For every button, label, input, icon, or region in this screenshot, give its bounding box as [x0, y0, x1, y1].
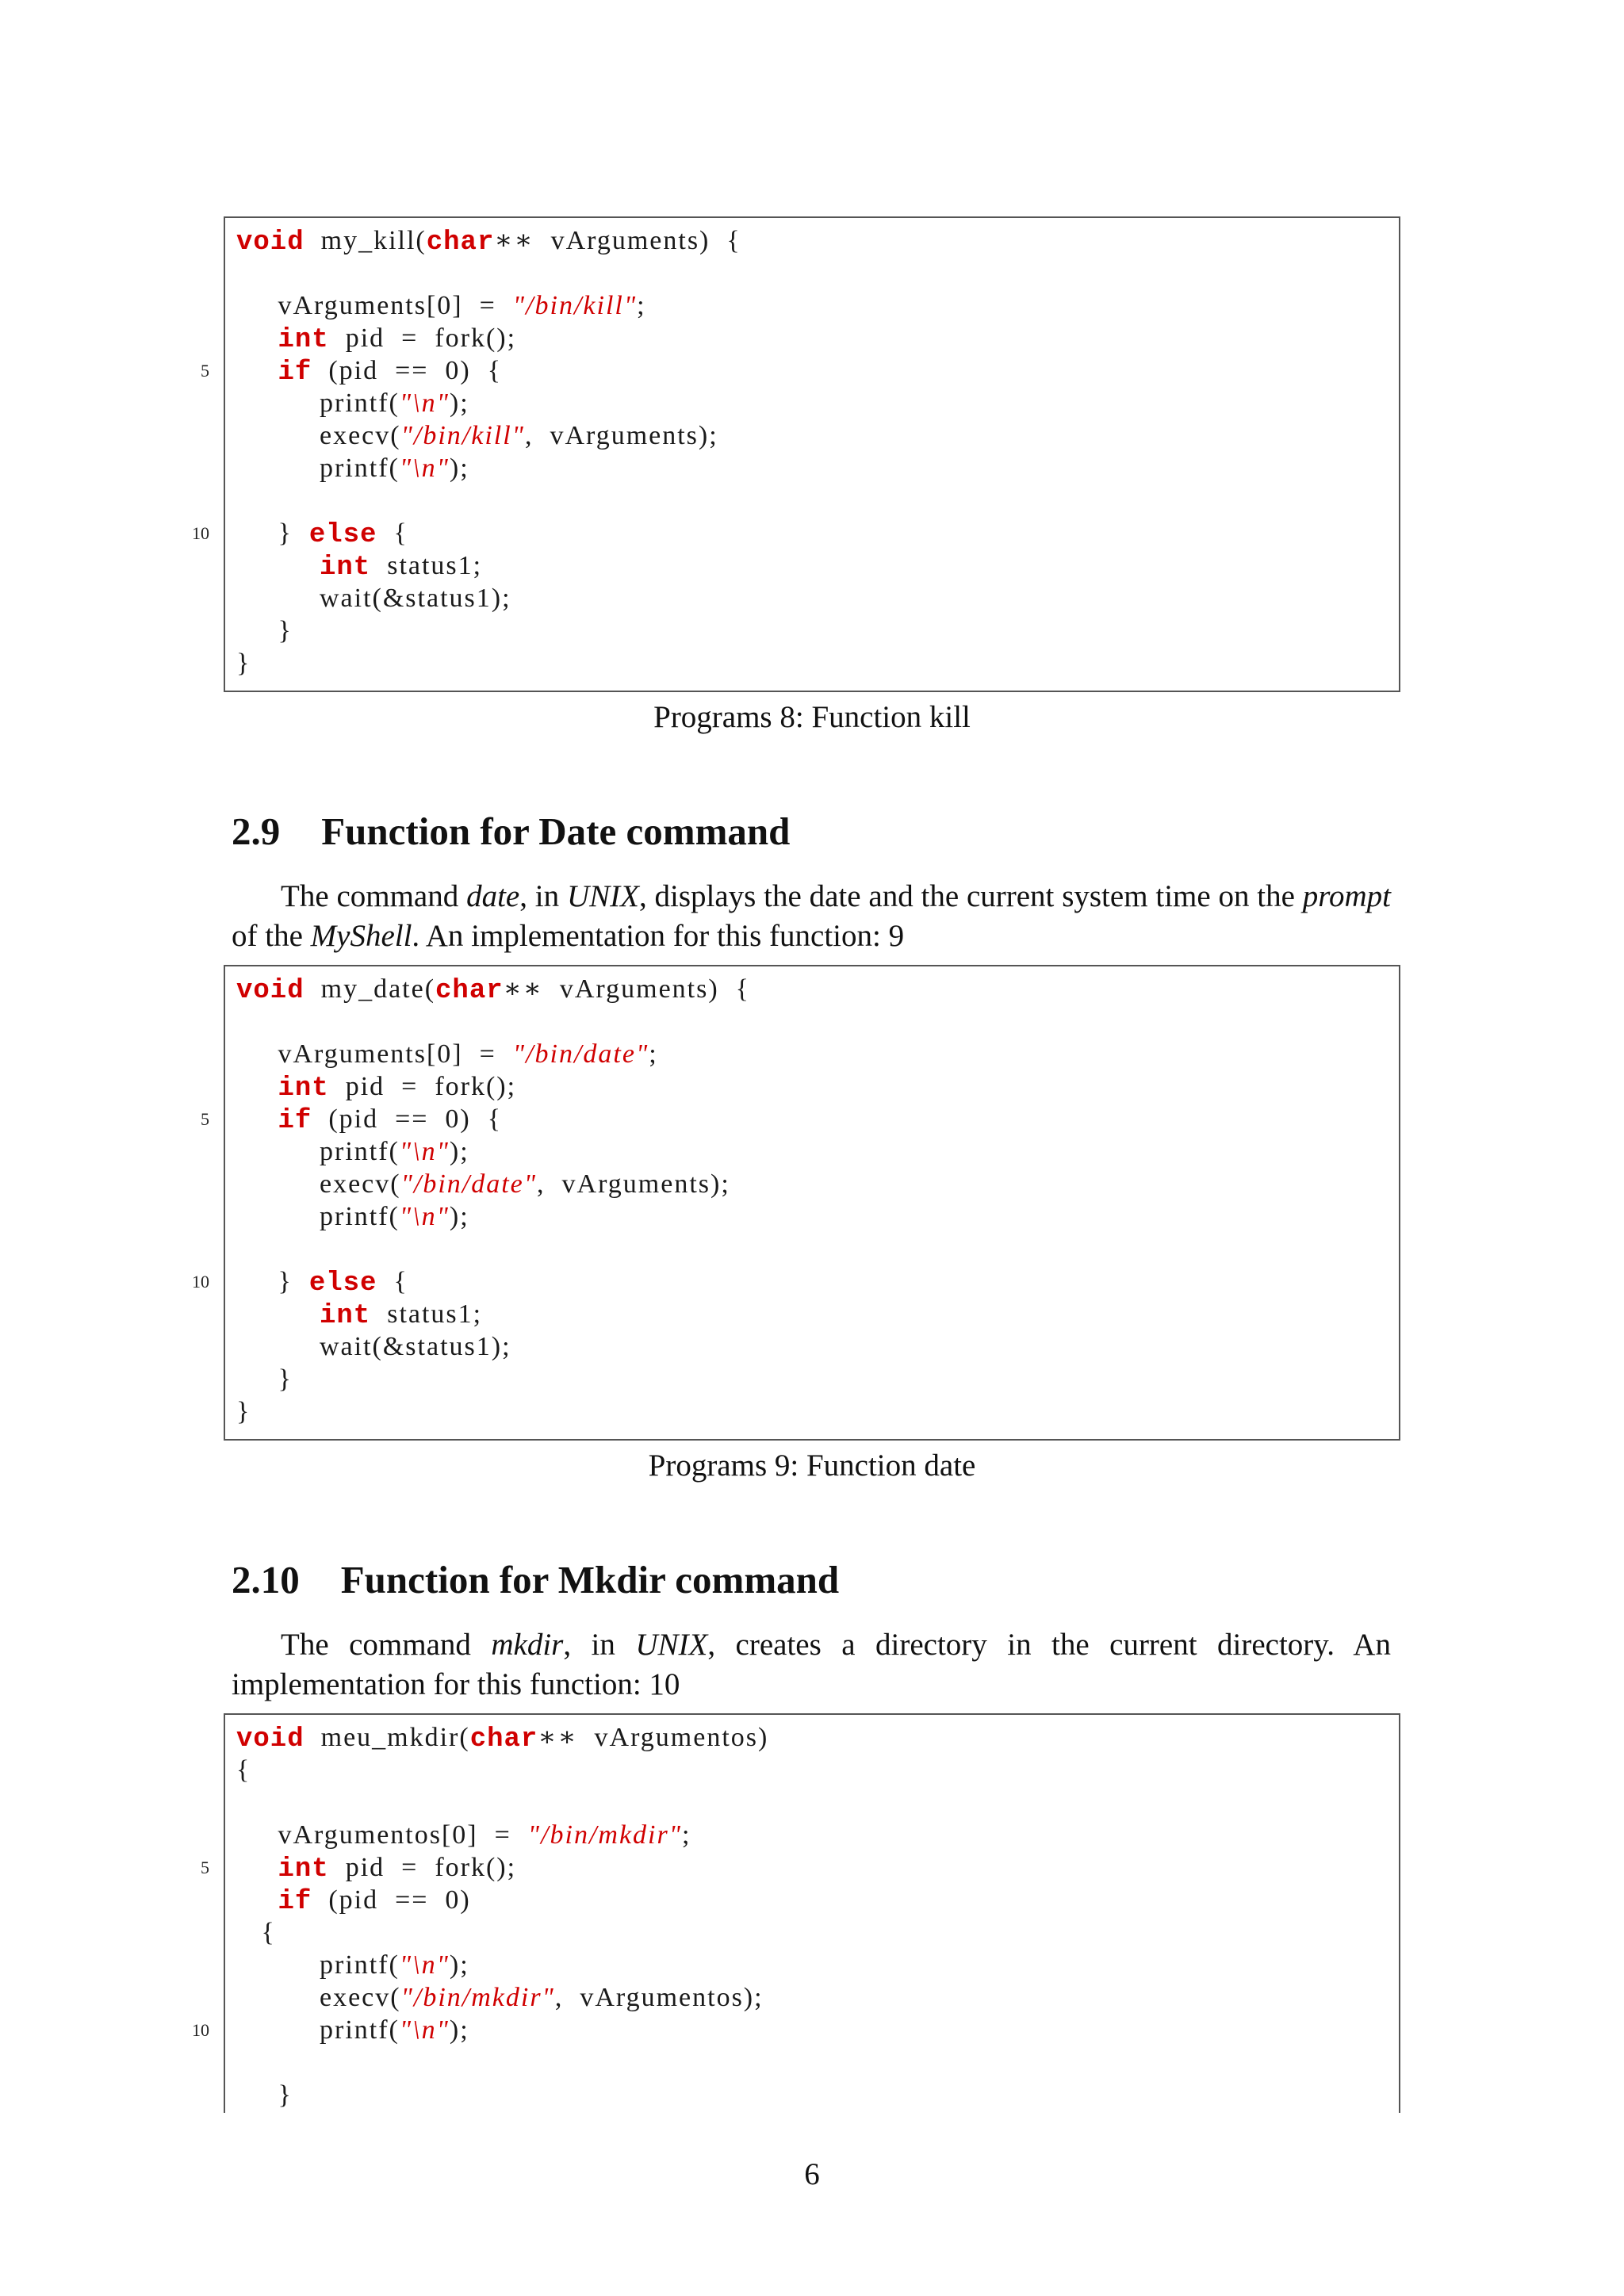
code-line — [236, 419, 718, 452]
code-text: , vArgumentos); — [554, 1983, 764, 2012]
code-string: "/bin/mkdir" — [527, 1820, 683, 1850]
emphasis-text: date — [466, 879, 520, 913]
code-text: } — [236, 1267, 309, 1296]
code-string: "/bin/kill" — [400, 421, 525, 450]
code-string: "/bin/mkdir" — [400, 1983, 555, 2012]
code-text: pid = fork(); — [328, 1072, 517, 1101]
code-text: printf( — [236, 453, 400, 483]
code-text: status1; — [370, 551, 483, 580]
section-heading — [232, 809, 790, 854]
code-string: "\n" — [399, 1950, 450, 1980]
code-text: printf( — [236, 1950, 400, 1980]
line-number: 10 — [192, 2020, 209, 2040]
code-text: my_date( — [304, 974, 436, 1004]
code-keyword: if — [278, 1887, 312, 1917]
code-text: , vArguments); — [524, 421, 718, 450]
code-line — [236, 1330, 511, 1363]
code-text: ; — [649, 1039, 658, 1069]
code-line — [192, 2014, 469, 2046]
code-line — [236, 289, 646, 322]
code-text: pid = fork(); — [328, 323, 517, 353]
code-text: ∗∗ vArguments) { — [494, 226, 741, 255]
code-string: "/bin/kill" — [512, 291, 638, 320]
code-line — [236, 1070, 516, 1103]
code-line — [236, 1884, 471, 1916]
code-line — [236, 614, 293, 647]
code-line — [236, 582, 511, 614]
code-keyword: if — [278, 358, 312, 388]
code-text: } — [236, 616, 293, 645]
code-text — [236, 1072, 278, 1101]
code-text: (pid == 0) — [312, 1885, 471, 1915]
line-number: 5 — [201, 361, 209, 381]
listing-caption: Programs 9: Function date — [648, 1448, 976, 1483]
code-line — [236, 2079, 293, 2111]
code-line — [236, 1949, 469, 1981]
paragraph-text: , creates a directory in the current directory. An implementation for this function: 10 — [232, 1628, 1391, 1701]
code-line — [201, 1103, 503, 1136]
emphasis-text: UNIX — [635, 1628, 708, 1662]
code-text: execv( — [236, 1169, 401, 1199]
code-text: printf( — [236, 1137, 400, 1166]
code-line — [236, 647, 251, 679]
code-line — [201, 354, 503, 388]
section-paragraph — [232, 877, 1391, 956]
code-text: (pid == 0) { — [312, 1104, 503, 1134]
code-line — [236, 1721, 768, 1754]
emphasis-text: prompt — [1302, 879, 1391, 913]
code-text: ∗∗ vArgumentos) — [538, 1723, 769, 1752]
code-text: { — [236, 1755, 251, 1785]
code-line — [236, 1916, 276, 1949]
code-string: "\n" — [399, 1202, 450, 1231]
code-keyword: else — [308, 1269, 377, 1299]
listing-caption: Programs 8: Function kill — [653, 700, 971, 734]
code-text: ); — [449, 453, 469, 483]
code-text: (pid == 0) { — [312, 356, 503, 385]
code-line — [236, 224, 741, 257]
code-text: ; — [682, 1820, 691, 1850]
code-text: ); — [449, 2015, 469, 2045]
code-text: } — [236, 519, 309, 548]
code-text: vArgumentos[0] = — [236, 1820, 528, 1850]
code-string: "/bin/date" — [400, 1169, 538, 1199]
paragraph-text: The command — [281, 879, 467, 913]
paragraph-text: . An implementation for this function: 9 — [412, 919, 905, 953]
code-text: ; — [637, 291, 646, 320]
code-text: meu_mkdir( — [304, 1723, 470, 1752]
code-text: ); — [449, 1202, 469, 1231]
line-number: 5 — [201, 1858, 209, 1877]
code-line — [236, 1754, 251, 1786]
code-text — [236, 1853, 278, 1882]
code-keyword: void — [236, 976, 304, 1006]
code-text: pid = fork(); — [328, 1853, 517, 1882]
code-keyword: char — [435, 976, 504, 1006]
code-line — [236, 1363, 293, 1395]
code-keyword: else — [308, 520, 377, 550]
code-text: ∗∗ vArguments) { — [503, 974, 750, 1004]
code-keyword: int — [278, 325, 329, 355]
code-line — [236, 1135, 469, 1168]
code-string: "\n" — [399, 453, 450, 483]
section-title: Function for Date command — [321, 809, 791, 853]
code-text: execv( — [236, 421, 401, 450]
code-keyword: int — [320, 553, 371, 583]
section-number: 2.9 — [232, 809, 281, 853]
page-number: 6 — [804, 2157, 820, 2191]
code-keyword: char — [469, 1724, 538, 1755]
code-text: wait(&status1); — [236, 1332, 511, 1361]
code-text: status1; — [370, 1299, 483, 1329]
paragraph-text: , in — [563, 1628, 636, 1662]
emphasis-text: MyShell — [310, 919, 412, 953]
code-keyword: void — [236, 1724, 304, 1755]
code-text: printf( — [236, 2015, 400, 2045]
code-text: { — [377, 519, 408, 548]
code-text: { — [236, 1918, 276, 1947]
section-number: 2.10 — [232, 1558, 300, 1601]
paragraph-text: of the — [232, 919, 311, 953]
code-line — [236, 973, 750, 1005]
code-text: , vArguments); — [537, 1169, 730, 1199]
code-line — [236, 1038, 658, 1070]
code-line — [192, 1265, 408, 1299]
code-text: { — [377, 1267, 408, 1296]
code-line — [236, 1200, 469, 1233]
code-text: my_kill( — [304, 226, 427, 255]
emphasis-text: UNIX — [566, 879, 639, 913]
section-paragraph — [232, 1625, 1391, 1705]
code-text: printf( — [236, 388, 400, 418]
section-heading — [232, 1557, 839, 1602]
code-text: vArguments[0] = — [236, 291, 513, 320]
code-line — [236, 1168, 730, 1200]
code-text — [236, 1104, 278, 1134]
code-text — [236, 323, 278, 353]
line-number: 10 — [192, 523, 209, 543]
code-keyword: if — [278, 1106, 312, 1136]
paragraph-text: , in — [519, 879, 567, 913]
code-text: vArguments[0] = — [236, 1039, 513, 1069]
code-text: } — [236, 2080, 293, 2110]
code-keyword: void — [236, 228, 304, 258]
code-line — [236, 1981, 764, 2014]
paragraph-text: , displays the date and the current system time on the — [638, 879, 1303, 913]
code-line — [192, 517, 408, 550]
code-string: "\n" — [399, 2015, 450, 2045]
code-listing-kill — [192, 216, 1400, 692]
code-text — [236, 356, 278, 385]
code-text — [236, 551, 320, 580]
emphasis-text: mkdir — [491, 1628, 564, 1662]
code-text: ); — [449, 1137, 469, 1166]
code-keyword: int — [320, 1301, 371, 1331]
code-text: execv( — [236, 1983, 401, 2012]
code-text: ); — [449, 1950, 469, 1980]
code-line — [236, 452, 469, 484]
code-line — [236, 1395, 251, 1428]
code-text: } — [236, 1364, 293, 1394]
line-number: 10 — [192, 1272, 209, 1292]
code-string: "\n" — [399, 1137, 450, 1166]
code-string: "\n" — [399, 388, 450, 418]
code-line — [236, 322, 516, 354]
code-text — [236, 1885, 278, 1915]
line-number: 5 — [201, 1109, 209, 1129]
code-text: ); — [449, 388, 469, 418]
code-listing-mkdir — [192, 1713, 1400, 2113]
code-text: wait(&status1); — [236, 584, 511, 613]
paragraph-text: The command — [281, 1628, 492, 1662]
section-title: Function for Mkdir command — [340, 1558, 840, 1601]
code-line — [236, 549, 482, 582]
code-keyword: int — [278, 1073, 329, 1104]
code-line — [201, 1851, 517, 1885]
code-keyword: char — [426, 228, 495, 258]
code-text: } — [236, 649, 251, 678]
code-listing-date — [192, 965, 1400, 1441]
code-keyword: int — [278, 1854, 329, 1885]
code-text: } — [236, 1397, 251, 1426]
code-line — [236, 1819, 691, 1851]
code-string: "/bin/date" — [512, 1039, 649, 1069]
code-line — [236, 1298, 482, 1330]
code-text: printf( — [236, 1202, 400, 1231]
code-text — [236, 1299, 320, 1329]
code-line — [236, 387, 469, 419]
